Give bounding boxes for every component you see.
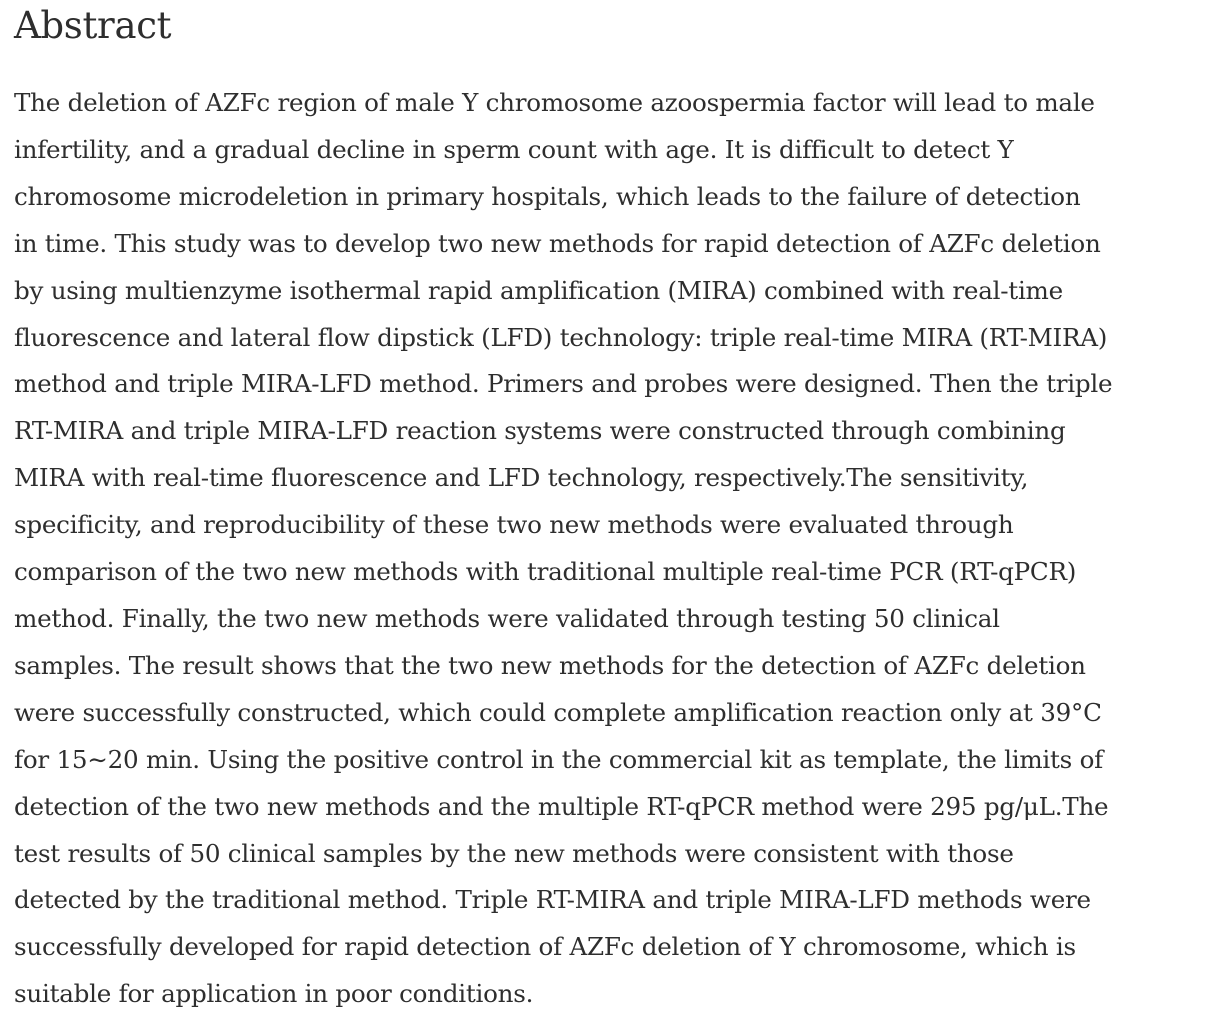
abstract-line: for 15∼20 min. Using the positive control in the commercial kit as template, the limits of [14, 744, 1104, 774]
abstract-paragraph [14, 80, 1194, 1018]
abstract-line: detected by the traditional method. Triple RT-MIRA and triple MIRA-LFD methods were [14, 885, 1091, 915]
abstract-line: samples. The result shows that the two new methods for the detection of AZFc deletion [14, 650, 1086, 680]
abstract-line: chromosome microdeletion in primary hospitals, which leads to the failure of detection [14, 181, 1081, 211]
abstract-line: The deletion of AZFc region of male Y chromosome azoospermia factor will lead to male [14, 88, 1095, 117]
abstract-line: detection of the two new methods and the multiple RT-qPCR method were 295 pg/μL.The [14, 791, 1109, 821]
abstract-line: RT-MIRA and triple MIRA-LFD reaction systems were constructed through combining [14, 416, 1066, 446]
abstract-line: fluorescence and lateral flow dipstick (LFD) technology: triple real-time MIRA (RT-MIRA) [14, 322, 1108, 352]
abstract-line: method and triple MIRA-LFD method. Primers and probes were designed. Then the triple [14, 369, 1113, 399]
abstract-line: test results of 50 clinical samples by the new methods were consistent with those [14, 838, 1014, 868]
section-heading: Abstract [14, 4, 172, 47]
abstract-line: suitable for application in poor conditions. [14, 979, 534, 1009]
abstract-line: specificity, and reproducibility of these two new methods were evaluated through [14, 510, 1014, 540]
abstract-line: were successfully constructed, which could complete amplification reaction only at 39°C [14, 697, 1102, 727]
abstract-line: comparison of the two new methods with traditional multiple real-time PCR (RT-qPCR) [14, 557, 1077, 587]
abstract-line: successfully developed for rapid detection of AZFc deletion of Y chromosome, which is [14, 932, 1076, 962]
abstract-line: method. Finally, the two new methods were validated through testing 50 clinical [14, 603, 1000, 633]
abstract-line: MIRA with real-time fluorescence and LFD technology, respectively.The sensitivity, [14, 463, 1029, 493]
abstract-line: by using multienzyme isothermal rapid amplification (MIRA) combined with real-time [14, 275, 1063, 305]
abstract-line: infertility, and a gradual decline in sperm count with age. It is difficult to detect Y [14, 134, 1014, 164]
abstract-line: in time. This study was to develop two new methods for rapid detection of AZFc deletion [14, 228, 1101, 258]
